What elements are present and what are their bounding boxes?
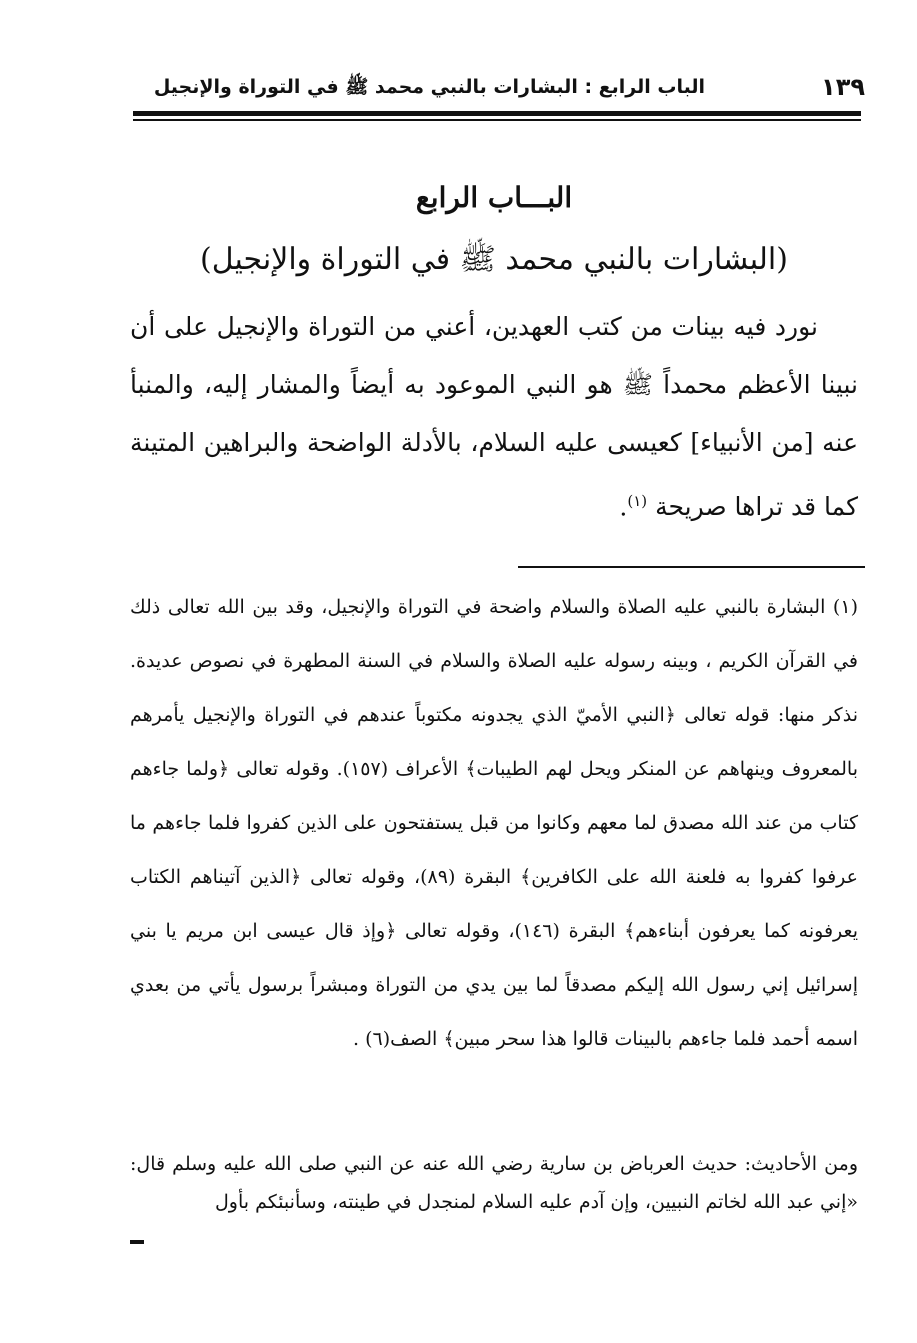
chapter-subtitle: (البشارات بالنبي محمد ﷺ في التوراة والإنجيل) [200,242,788,277]
footnote-separator [518,566,865,568]
page-number: ١٣٩ [821,73,865,101]
chapter-title: البـــاب الرابع [415,181,573,214]
body-paragraph-text: نورد فيه بينات من كتب العهدين، أعني من التوراة والإنجيل على أن نبينا الأعظم محمداً ﷺ هو النبي الموعود به أيضاً والمشار إليه، والمنبأ عنه [من الأنبياء] كعيسى عليه السلام، بالأدلة الواضحة والبراهين المتينة كما قد تراها صريحة [130,312,858,522]
continuation-dash [130,1240,144,1244]
footnote-1: (١) البشارة بالنبي عليه الصلاة والسلام واضحة في التوراة والإنجيل، وقد بين الله تعالى ذلك في القرآن الكريم ، وبينه رسوله عليه الصلاة والسلام في السنة المطهرة في نصوص عديدة. نذكر منها: قوله تعالى ﴿النبي الأميّ الذي يجدونه مكتوباً عندهم في التوراة والإنجيل يأمرهم بالمعروف وينهاهم عن المنكر ويحل لهم الطيبات﴾ الأعراف (١٥٧). وقوله تعالى ﴿ولما جاءهم كتاب من عند الله مصدق لما معهم وكانوا من قبل يستفتحون على الذين كفروا فلما جاءهم ما عرفوا كفروا به فلعنة الله على الكافرين﴾ البقرة (٨٩)، وقوله تعالى ﴿الذين آتيناهم الكتاب يعرفونه كما يعرفون أبناءهم﴾ البقرة (١٤٦)، وقوله تعالى ﴿وإذ قال عيسى ابن مريم يا بني إسرائيل إني رسول الله إليكم مصدقاً لما بين يدي من التوراة ومبشراً برسول يأتي من بعدي اسمه أحمد فلما جاءهم بالبينات قالوا هذا سحر مبين﴾ الصف(٦) . [130,596,859,1050]
body-paragraph: نورد فيه بينات من كتب العهدين، أعني من التوراة والإنجيل على أن نبينا الأعظم محمداً ﷺ هو النبي الموعود به أيضاً والمشار إليه، والمنبأ عنه [من الأنبياء] كعيسى عليه السلام، بالأدلة الواضحة والبراهين المتينة كما قد تراها صريحة $^{(١)}$. [130,312,858,522]
running-title: الباب الرابع : البشارات بالنبي محمد ﷺ في التوراة والإنجيل [153,76,705,98]
footnote-continuation: ومن الأحاديث: حديث العرباض بن سارية رضي الله عنه عن النبي صلى الله عليه وسلم قال: «إني عبد الله لخاتم النبيين، وإن آدم عليه السلام لمنجدل في طينته، وسأنبئكم بأول [130,1153,858,1213]
footnote-reference: (١) [627,492,648,510]
header-rule-thin [133,119,861,121]
running-header [130,70,865,110]
header-rule-thick [133,111,861,116]
